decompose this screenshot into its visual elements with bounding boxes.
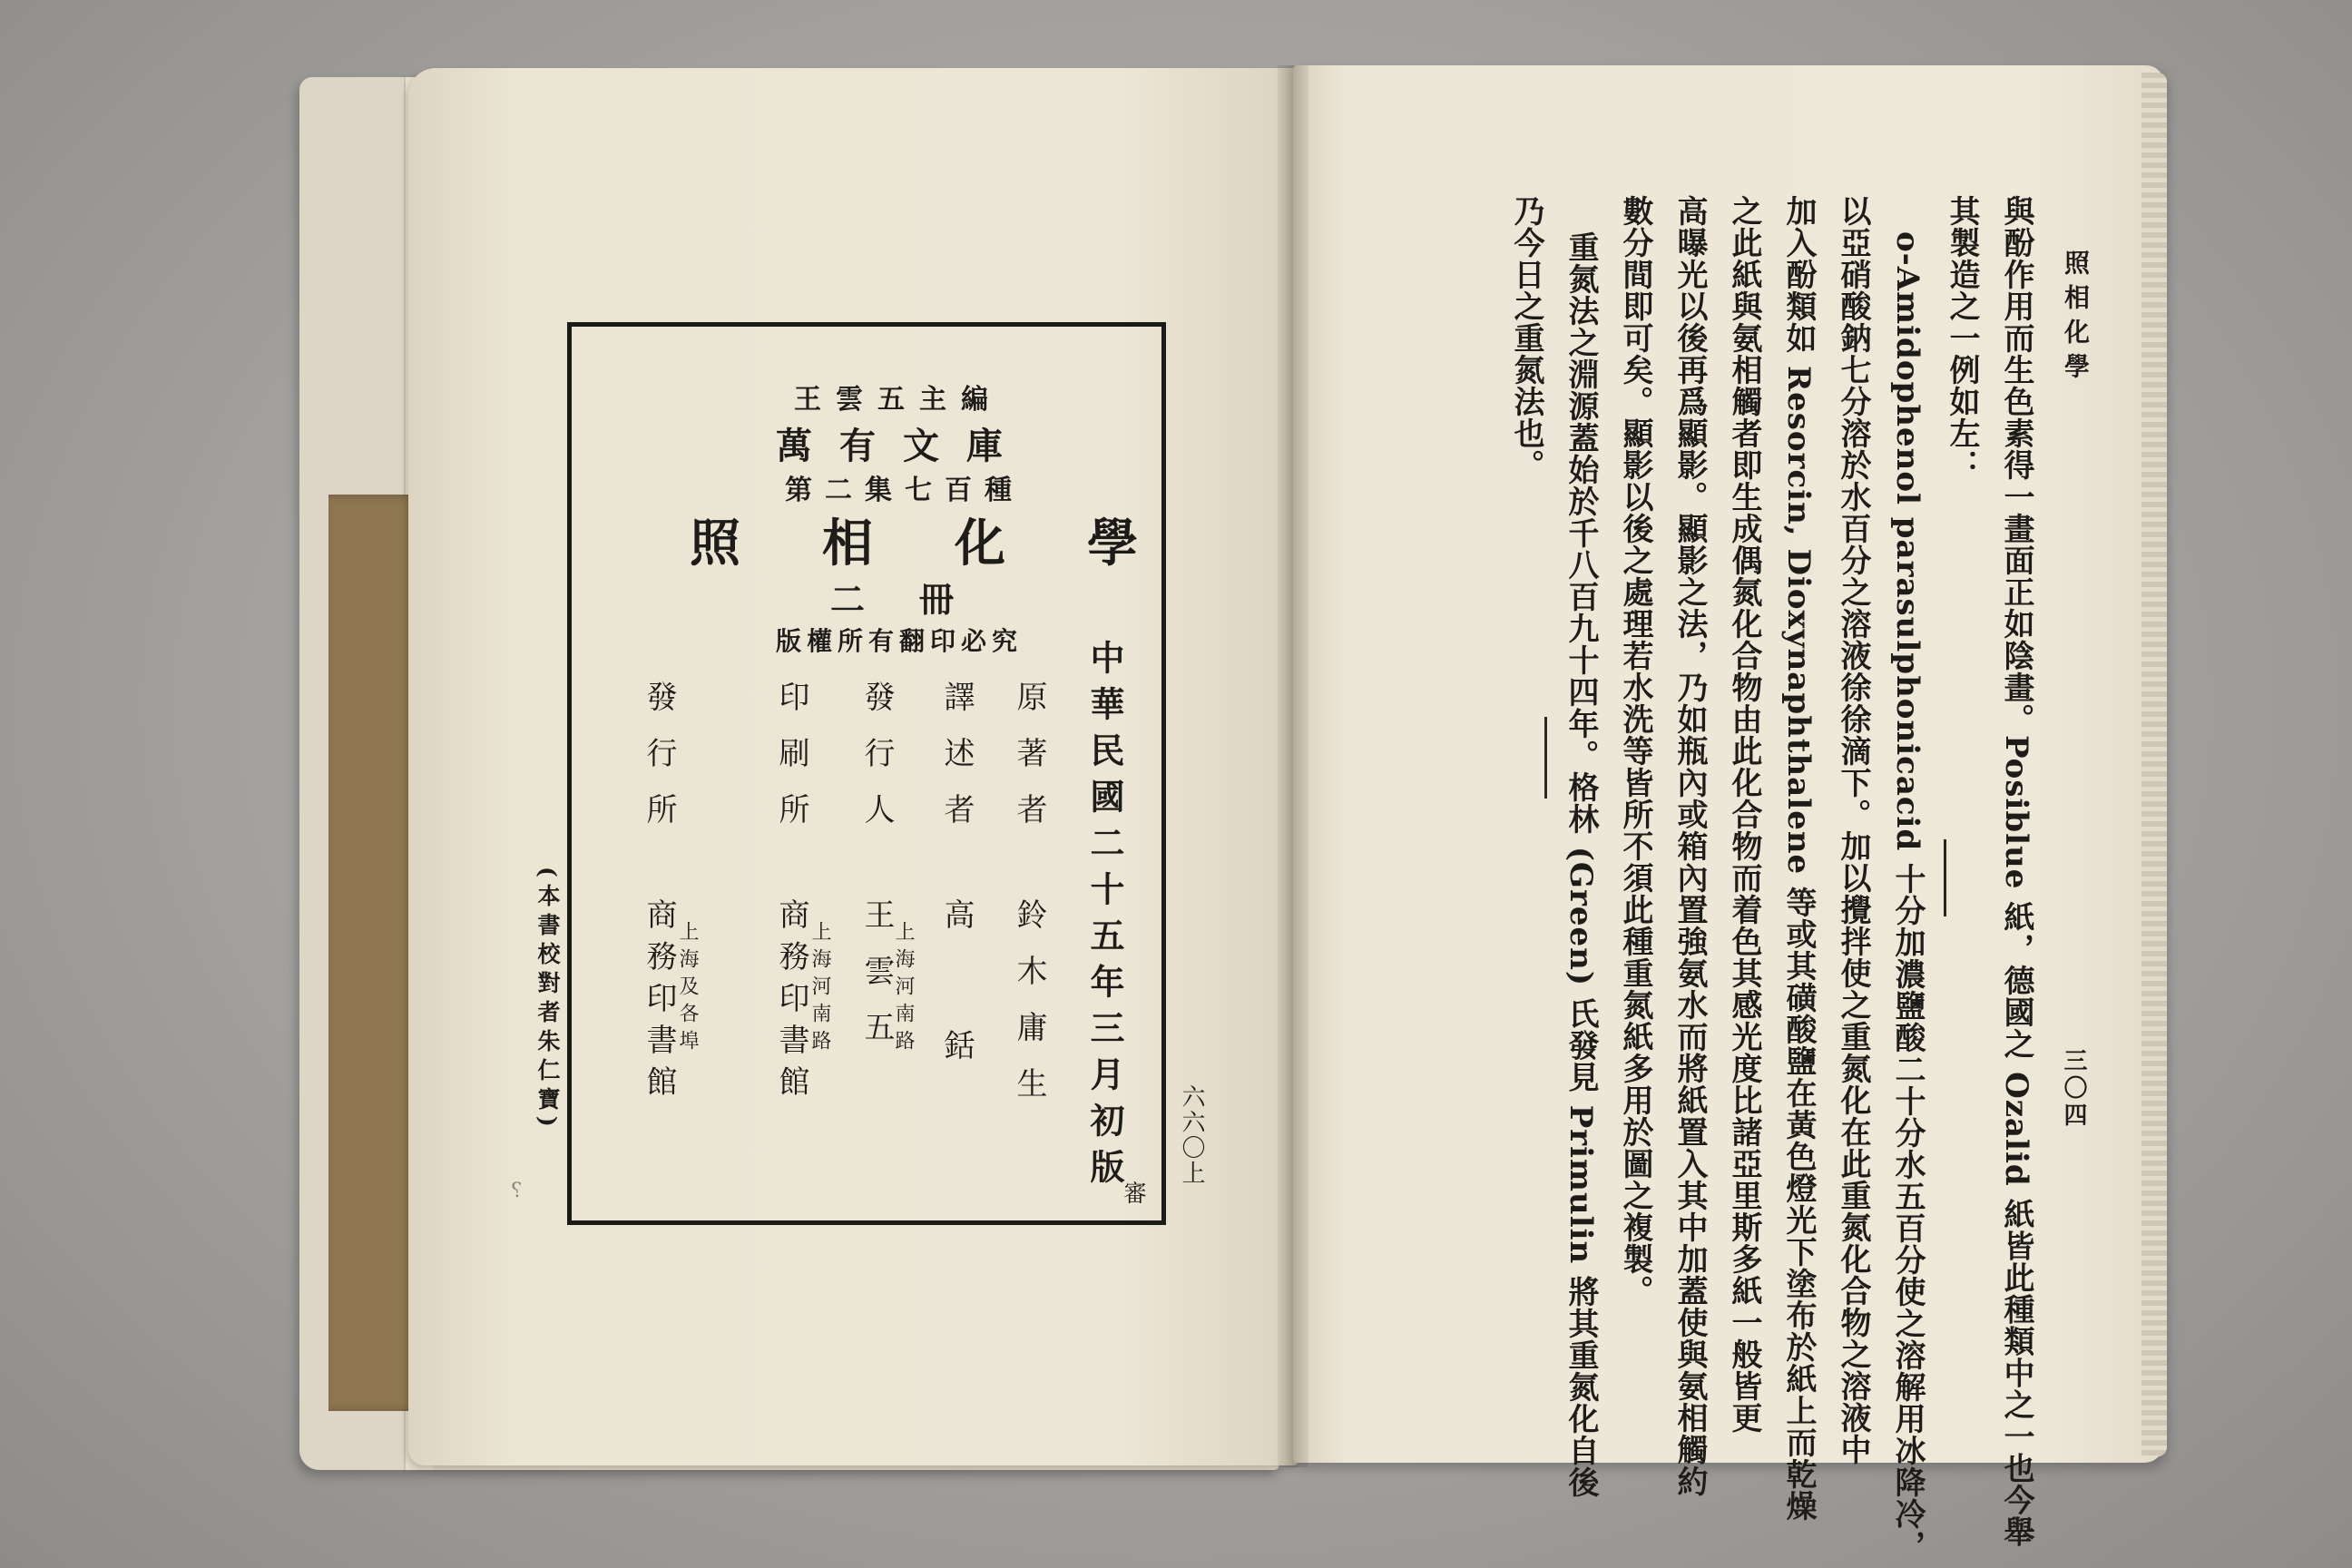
copyright-notice: 版權所有翻印必究	[776, 626, 1024, 656]
registration-stamp: 審	[1123, 1181, 1148, 1208]
text-column: 高曝光以後再爲顯影。顯影之法，乃如瓶內或箱內置強氨水而將紙置入其中加蓋使與氨相觸約	[1671, 195, 1708, 1497]
proper-noun-mark	[1944, 839, 1946, 916]
distributor: 商務印書館	[641, 898, 677, 1107]
printer-location: 上海河南路	[808, 921, 831, 1057]
distributor-location: 上海及各埠	[676, 921, 699, 1057]
catalog-code: 六六〇上	[1178, 1084, 1205, 1186]
text-column: 與酚作用而生色素得一畫面正如陰畫。Posiblue 紙，德國之 Ozalid 紙皆此種類中之一也今舉	[1998, 195, 2034, 1548]
translator-label: 譯述者	[938, 681, 975, 849]
proper-noun-mark	[1544, 717, 1547, 799]
publisher-person: 王雲五	[858, 898, 895, 1067]
text-column: o-Amidophenol parasulphonicacid 十分加濃鹽酸二十分水五百分使之溶解用冰降冷，	[1889, 231, 1926, 1563]
text-column: 其製造之一例如左：	[1944, 195, 1980, 481]
publication-date: 中華民國二十五年三月初版	[1084, 640, 1125, 1195]
translator: 高銛	[938, 898, 975, 1160]
pencil-mark: ⸮	[511, 1180, 522, 1202]
printer-label: 印刷所	[773, 681, 809, 849]
page-number: 三〇四	[2060, 1048, 2087, 1130]
original-author-label: 原著者	[1011, 681, 1047, 849]
collection-number: 第二集七百種	[785, 475, 1024, 506]
series-name: 萬有文庫	[776, 425, 1030, 467]
publisher-person-location: 上海河南路	[892, 921, 915, 1057]
running-head: 照相化學	[2061, 250, 2091, 387]
volume-label: 二冊	[830, 579, 1009, 620]
book-title: 照相化學	[690, 514, 1220, 573]
text-column: 重氮法之淵源蓋始於千八百九十四年。格林 (Green) 氏發見 Primulin 將其重氮化自後	[1563, 231, 1599, 1499]
text-column: 以亞硝酸鈉七分溶於水百分之溶液徐徐滴下。加以攪拌使之重氮化在此重氮化合物之溶液中	[1835, 195, 1871, 1465]
publisher-person-label: 發行人	[858, 681, 895, 849]
page-edges	[2141, 73, 2167, 1456]
binding-tape	[328, 495, 421, 1411]
printer: 商務印書館	[773, 898, 809, 1107]
series-editor: 王雲五主編	[794, 384, 1003, 416]
text-column: 數分間即可矣。顯影以後之處理若水洗等皆所不須此種重氮紙多用於圖之複製。	[1617, 195, 1653, 1307]
text-column: 加入酚類如 Resorcin, Dioxynaphthalene 等或其磺酸鹽在黃色燈光下塗布於紙上而乾燥	[1780, 195, 1817, 1523]
text-column: 之此紙與氨相觸者即生成偶氮化合物由此化合物而着色其感光度比諸亞里斯多紙一般皆更	[1726, 195, 1762, 1434]
original-author: 鈴木庸生	[1011, 898, 1047, 1123]
proofreader-note: (本書校對者朱仁寶)	[534, 867, 561, 1133]
distributor-label: 發行所	[641, 681, 677, 849]
text-column: 乃今日之重氮法也。	[1508, 195, 1544, 481]
book-gutter	[1278, 65, 1308, 1467]
